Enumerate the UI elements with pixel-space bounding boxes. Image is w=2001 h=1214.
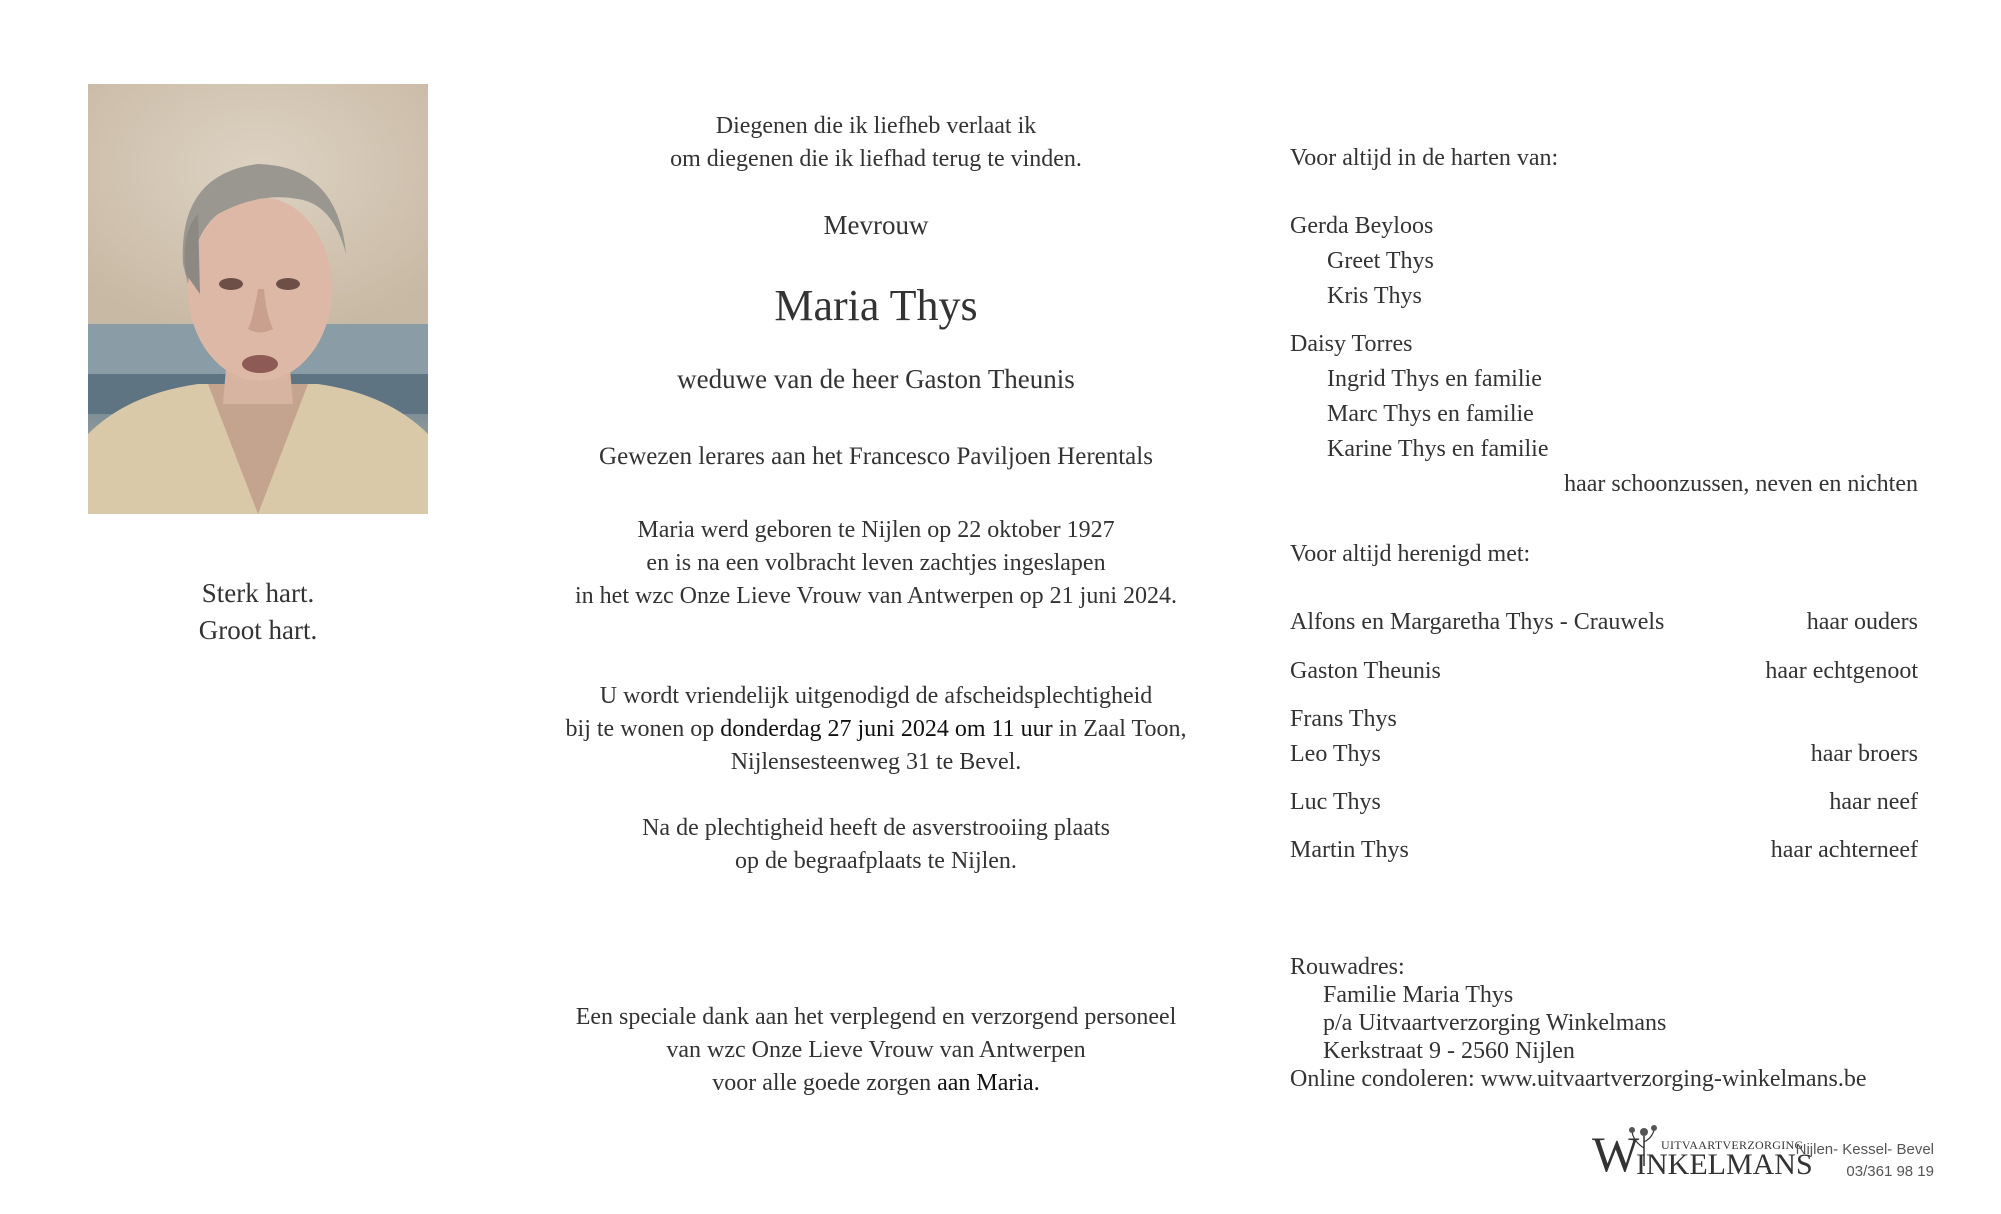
thanks: [520, 1001, 1232, 1100]
address-line-2: p/a Uitvaartverzorging Winkelmans: [1323, 1010, 1667, 1036]
biography: [520, 514, 1232, 613]
ash-scattering: [520, 812, 1232, 878]
bio-line-2: en is na een volbracht leven zachtjes ingeslapen: [646, 550, 1106, 576]
logo-small-text: UITVAARTVERZORGING: [1661, 1138, 1804, 1152]
reunited-relation: haar echtgenoot: [1765, 658, 1918, 684]
reunited-relation: haar broers: [1810, 741, 1918, 767]
motto-line-1: Sterk hart.: [201, 578, 315, 608]
reunited-relation: haar ouders: [1806, 609, 1918, 635]
thanks-line-3: [520, 1067, 1232, 1100]
family-member: Marc Thys en familie: [1327, 401, 1534, 427]
occupation: Gewezen lerares aan het Francesco Paviljoen Herentals: [599, 443, 1153, 470]
thanks-bold: aan Maria.: [937, 1070, 1040, 1096]
poem-line-2: om diegenen die ik liefhad terug te vinden.: [670, 146, 1082, 172]
reunited-name: Frans Thys: [1290, 706, 1397, 732]
family-heading: Voor altijd in de harten van:: [1290, 145, 1559, 171]
ashes-line-1: Na de plechtigheid heeft de asverstrooiing plaats: [642, 815, 1110, 841]
motto: [88, 575, 428, 649]
widow-line: weduwe van de heer Gaston Theunis: [677, 364, 1075, 394]
reunited-name: Leo Thys: [1290, 741, 1381, 767]
invite-line-1: U wordt vriendelijk uitgenodigd de afscheidsplechtigheid: [599, 683, 1153, 709]
portrait-illustration: [88, 84, 428, 514]
poem: [520, 110, 1232, 176]
deceased-name: Maria Thys: [774, 281, 978, 330]
reunited-relation: haar achterneef: [1770, 837, 1918, 863]
salutation: Mevrouw: [823, 210, 929, 240]
bio-line-1: Maria werd geboren te Nijlen op 22 oktober 1927: [637, 517, 1115, 543]
reunited-heading: Voor altijd herenigd met:: [1290, 541, 1531, 567]
invitation: [520, 680, 1232, 779]
online-condolence-link[interactable]: Online condoleren: www.uitvaartverzorging-winkelmans.be: [1290, 1066, 1867, 1092]
family-group-1-head: Gerda Beyloos: [1290, 213, 1434, 239]
reunited-name: Luc Thys: [1290, 789, 1381, 815]
reunited-name: Gaston Theunis: [1290, 658, 1441, 684]
ceremony-datetime: donderdag 27 juni 2024 om 11 uur: [720, 716, 1053, 742]
family-member: Greet Thys: [1327, 248, 1434, 274]
portrait-photo: [88, 84, 428, 514]
family-member: Karine Thys en familie: [1327, 436, 1549, 462]
thanks-line-2: van wzc Onze Lieve Vrouw van Antwerpen: [666, 1037, 1086, 1063]
winkelmans-logo: [1592, 1126, 1813, 1182]
logo-initial: W: [1592, 1126, 1640, 1182]
address-heading: Rouwadres:: [1290, 954, 1405, 980]
reunited-name: Alfons en Margaretha Thys - Crauwels: [1290, 609, 1665, 635]
invite-line-3: Nijlensesteenweg 31 te Bevel.: [730, 749, 1022, 775]
address-line-3: Kerkstraat 9 - 2560 Nijlen: [1323, 1038, 1575, 1064]
logo-phone: 03/361 98 19: [1846, 1163, 1934, 1180]
reunited-relation: haar neef: [1829, 789, 1918, 815]
poem-line-1: Diegenen die ik liefheb verlaat ik: [715, 113, 1037, 139]
reunited-name: Martin Thys: [1290, 837, 1409, 863]
bio-line-3: in het wzc Onze Lieve Vrouw van Antwerpen op 21 juni 2024.: [575, 583, 1177, 609]
logo-locations: Nijlen- Kessel- Bevel: [1795, 1141, 1934, 1158]
invite-pre: bij te wonen op: [565, 716, 715, 742]
logo-name: INKELMANS: [1636, 1148, 1813, 1181]
invite-line-2: [520, 713, 1232, 746]
thanks-pre: voor alle goede zorgen: [712, 1070, 932, 1096]
family-group-2-head: Daisy Torres: [1290, 331, 1413, 357]
invite-post: in Zaal Toon,: [1058, 716, 1187, 742]
family-member: Ingrid Thys en familie: [1327, 366, 1542, 392]
ashes-line-2: op de begraafplaats te Nijlen.: [735, 848, 1017, 874]
family-others: haar schoonzussen, neven en nichten: [1564, 471, 1918, 497]
motto-line-2: Groot hart.: [198, 615, 318, 645]
thanks-line-1: Een speciale dank aan het verplegend en verzorgend personeel: [575, 1004, 1177, 1030]
family-member: Kris Thys: [1327, 283, 1422, 309]
address-line-1: Familie Maria Thys: [1323, 982, 1514, 1008]
